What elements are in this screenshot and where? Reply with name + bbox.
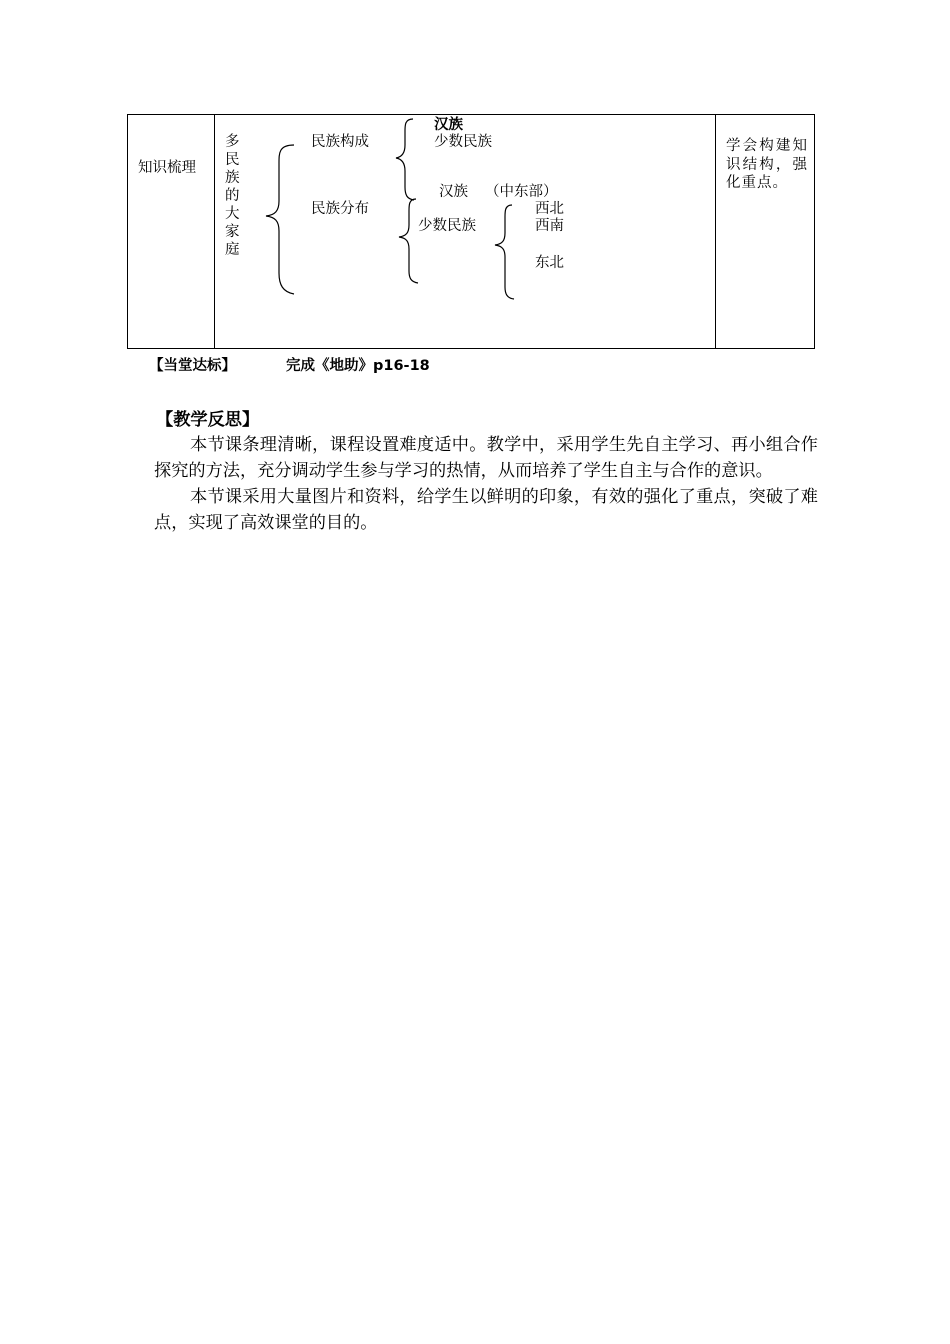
region-brace xyxy=(495,205,514,299)
branch-composition: 民族构成 xyxy=(311,134,369,150)
main-brace xyxy=(266,145,294,294)
region-item: 西南 xyxy=(535,218,564,234)
reflection-paragraph: 本节课条理清晰，课程设置难度适中。教学中，采用学生先自主学习、再小组合作探究的方法，充分调动学生参与学习的热情，从而培养了学生自主与合作的意识。 xyxy=(154,435,818,481)
learning-goal: 学会构建知识结构，强化重点。 xyxy=(726,138,808,191)
region-item: 西北 xyxy=(535,201,564,217)
reflection-paragraph: 本节课采用大量图片和资料，给学生以鲜明的印象，有效的强化了重点，突破了难点，实现了高效课堂的目的。 xyxy=(154,487,818,533)
composition-brace xyxy=(396,119,414,200)
distribution-brace xyxy=(399,199,418,283)
reflection-body xyxy=(154,432,818,536)
knowledge-table xyxy=(127,114,815,349)
branch-distribution: 民族分布 xyxy=(311,201,369,217)
region-item: 东北 xyxy=(535,255,564,271)
distribution-han-note: （中东部） xyxy=(485,184,558,200)
concept-map-brackets xyxy=(128,115,816,350)
assessment-label: 【当堂达标】 xyxy=(149,358,236,374)
reflection-heading: 【教学反思】 xyxy=(156,410,260,430)
row-label: 知识梳理 xyxy=(138,160,196,176)
distribution-han: 汉族 xyxy=(439,184,468,200)
distribution-minority: 少数民族 xyxy=(418,218,476,234)
topic-title: 多民族的大家庭 xyxy=(225,134,240,258)
composition-item: 少数民族 xyxy=(434,134,492,150)
composition-item: 汉族 xyxy=(434,117,463,133)
assessment-task: 完成《地助》p16-18 xyxy=(286,358,430,374)
